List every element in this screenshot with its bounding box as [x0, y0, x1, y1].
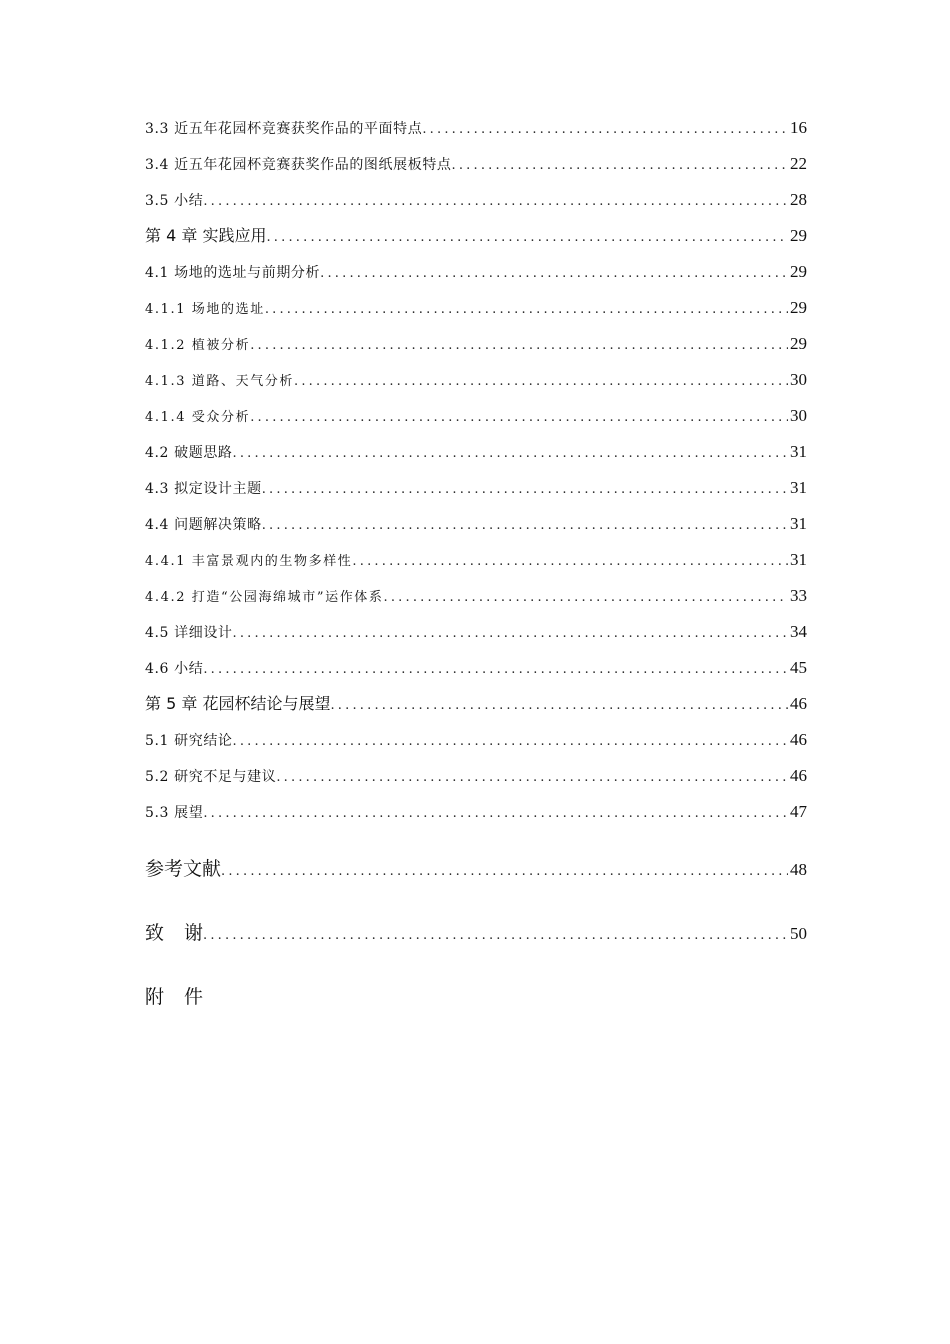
toc-entry-page: 30 — [790, 370, 807, 389]
toc-entry-page: 29 — [790, 226, 807, 245]
dot-leader — [233, 436, 788, 472]
toc-entry-label: 5.3 展望 — [145, 805, 204, 821]
toc-entry-page: 46 — [790, 694, 807, 713]
toc-entry-label: 致谢 — [145, 922, 224, 944]
toc-entry-page: 48 — [790, 860, 807, 879]
toc-entry-page: 31 — [790, 478, 807, 497]
dot-leader — [262, 508, 788, 544]
toc-entry-page: 45 — [790, 658, 807, 677]
dot-leader — [266, 220, 788, 256]
toc-chapter-entry[interactable] — [145, 218, 807, 254]
toc-entry-label: 4.4 问题解决策略 — [145, 517, 262, 533]
toc-entry-label: 4.1.3 道路、天气分析 — [145, 374, 295, 389]
toc-entry-page: 28 — [790, 190, 807, 209]
toc-references-entry[interactable] — [145, 844, 807, 894]
toc-entry-label: 4.1 场地的选址与前期分析 — [145, 265, 321, 281]
toc-entry-label: 4.6 小结 — [145, 661, 204, 677]
toc-entry-page: 31 — [790, 514, 807, 533]
toc-entry-label: 4.4.1 丰富景观内的生物多样性 — [145, 554, 353, 569]
toc-entry-label: 5.1 研究结论 — [145, 733, 233, 749]
toc-entry-label: 4.1.2 植被分析 — [145, 338, 251, 353]
dot-leader — [265, 292, 788, 328]
toc-entry-label: 3.4 近五年花园杯竞赛获奖作品的图纸展板特点 — [145, 157, 452, 173]
toc-entry-label: 4.1.1 场地的选址 — [145, 302, 265, 317]
toc-entry-page: 33 — [790, 586, 807, 605]
toc-entry[interactable] — [145, 254, 807, 290]
toc-entry[interactable] — [145, 542, 807, 578]
toc-entry-page: 31 — [790, 442, 807, 461]
toc-entry-page: 50 — [790, 924, 807, 943]
dot-leader — [233, 616, 788, 652]
toc-entry[interactable] — [145, 470, 807, 506]
dot-leader — [330, 688, 788, 724]
toc-entry[interactable] — [145, 722, 807, 758]
toc-entry[interactable] — [145, 398, 807, 434]
dot-leader — [452, 148, 788, 184]
toc-chapter-entry[interactable] — [145, 686, 807, 722]
toc-entry-label: 4.3 拟定设计主题 — [145, 481, 262, 497]
toc-entry[interactable] — [145, 362, 807, 398]
toc-entry[interactable] — [145, 182, 807, 218]
dot-leader — [221, 847, 788, 897]
toc-entry[interactable] — [145, 578, 807, 614]
toc-entry-page: 46 — [790, 730, 807, 749]
dot-leader — [203, 184, 788, 220]
dot-leader — [276, 760, 788, 796]
toc-entry-label: 3.5 小结 — [145, 193, 204, 209]
dot-leader — [203, 911, 788, 961]
toc-entry[interactable] — [145, 434, 807, 470]
dot-leader — [352, 544, 788, 580]
dot-leader — [250, 328, 788, 364]
toc-entry[interactable] — [145, 110, 807, 146]
toc-entry[interactable] — [145, 758, 807, 794]
toc-entry-label: 4.2 破题思路 — [145, 445, 233, 461]
toc-entry-label: 4.1.4 受众分析 — [145, 410, 251, 425]
dot-leader — [422, 112, 788, 148]
toc-entry-label: 3.3 近五年花园杯竞赛获奖作品的平面特点 — [145, 121, 423, 137]
dot-leader — [294, 364, 788, 400]
toc-entry-label: 参考文献 — [145, 858, 222, 880]
toc-entry-page: 29 — [790, 334, 807, 353]
toc-entry-label: 第 5 章 花园杯结论与展望 — [145, 694, 331, 713]
toc-entry[interactable] — [145, 506, 807, 542]
dot-leader — [250, 400, 788, 436]
toc-entry-label: 4.5 详细设计 — [145, 625, 233, 641]
toc-entry-page: 46 — [790, 766, 807, 785]
toc-entry[interactable] — [145, 290, 807, 326]
dot-leader — [233, 724, 788, 760]
toc-entry-label: 附件 — [145, 986, 224, 1008]
toc-entry[interactable] — [145, 614, 807, 650]
table-of-contents — [145, 110, 807, 1022]
dot-leader — [203, 796, 788, 832]
toc-entry-label: 第 4 章 实践应用 — [145, 226, 267, 245]
dot-leader — [320, 256, 788, 292]
toc-entry-page: 34 — [790, 622, 807, 641]
toc-entry-page: 31 — [790, 550, 807, 569]
toc-entry[interactable] — [145, 146, 807, 182]
dot-leader — [384, 580, 788, 616]
toc-entry[interactable] — [145, 326, 807, 362]
toc-attachments-entry[interactable] — [145, 972, 807, 1022]
toc-entry-label: 4.4.2 打造“公园海绵城市”运作体系 — [145, 590, 384, 605]
dot-leader — [262, 472, 788, 508]
toc-entry[interactable] — [145, 650, 807, 686]
toc-acknowledgements-entry[interactable] — [145, 908, 807, 958]
toc-entry[interactable] — [145, 794, 807, 830]
toc-entry-page: 29 — [790, 262, 807, 281]
toc-entry-label: 5.2 研究不足与建议 — [145, 769, 277, 785]
toc-entry-page: 30 — [790, 406, 807, 425]
toc-entry-page: 47 — [790, 802, 807, 821]
toc-entry-page: 22 — [790, 154, 807, 173]
toc-entry-page: 16 — [790, 118, 807, 137]
toc-entry-page: 29 — [790, 298, 807, 317]
dot-leader — [203, 652, 788, 688]
